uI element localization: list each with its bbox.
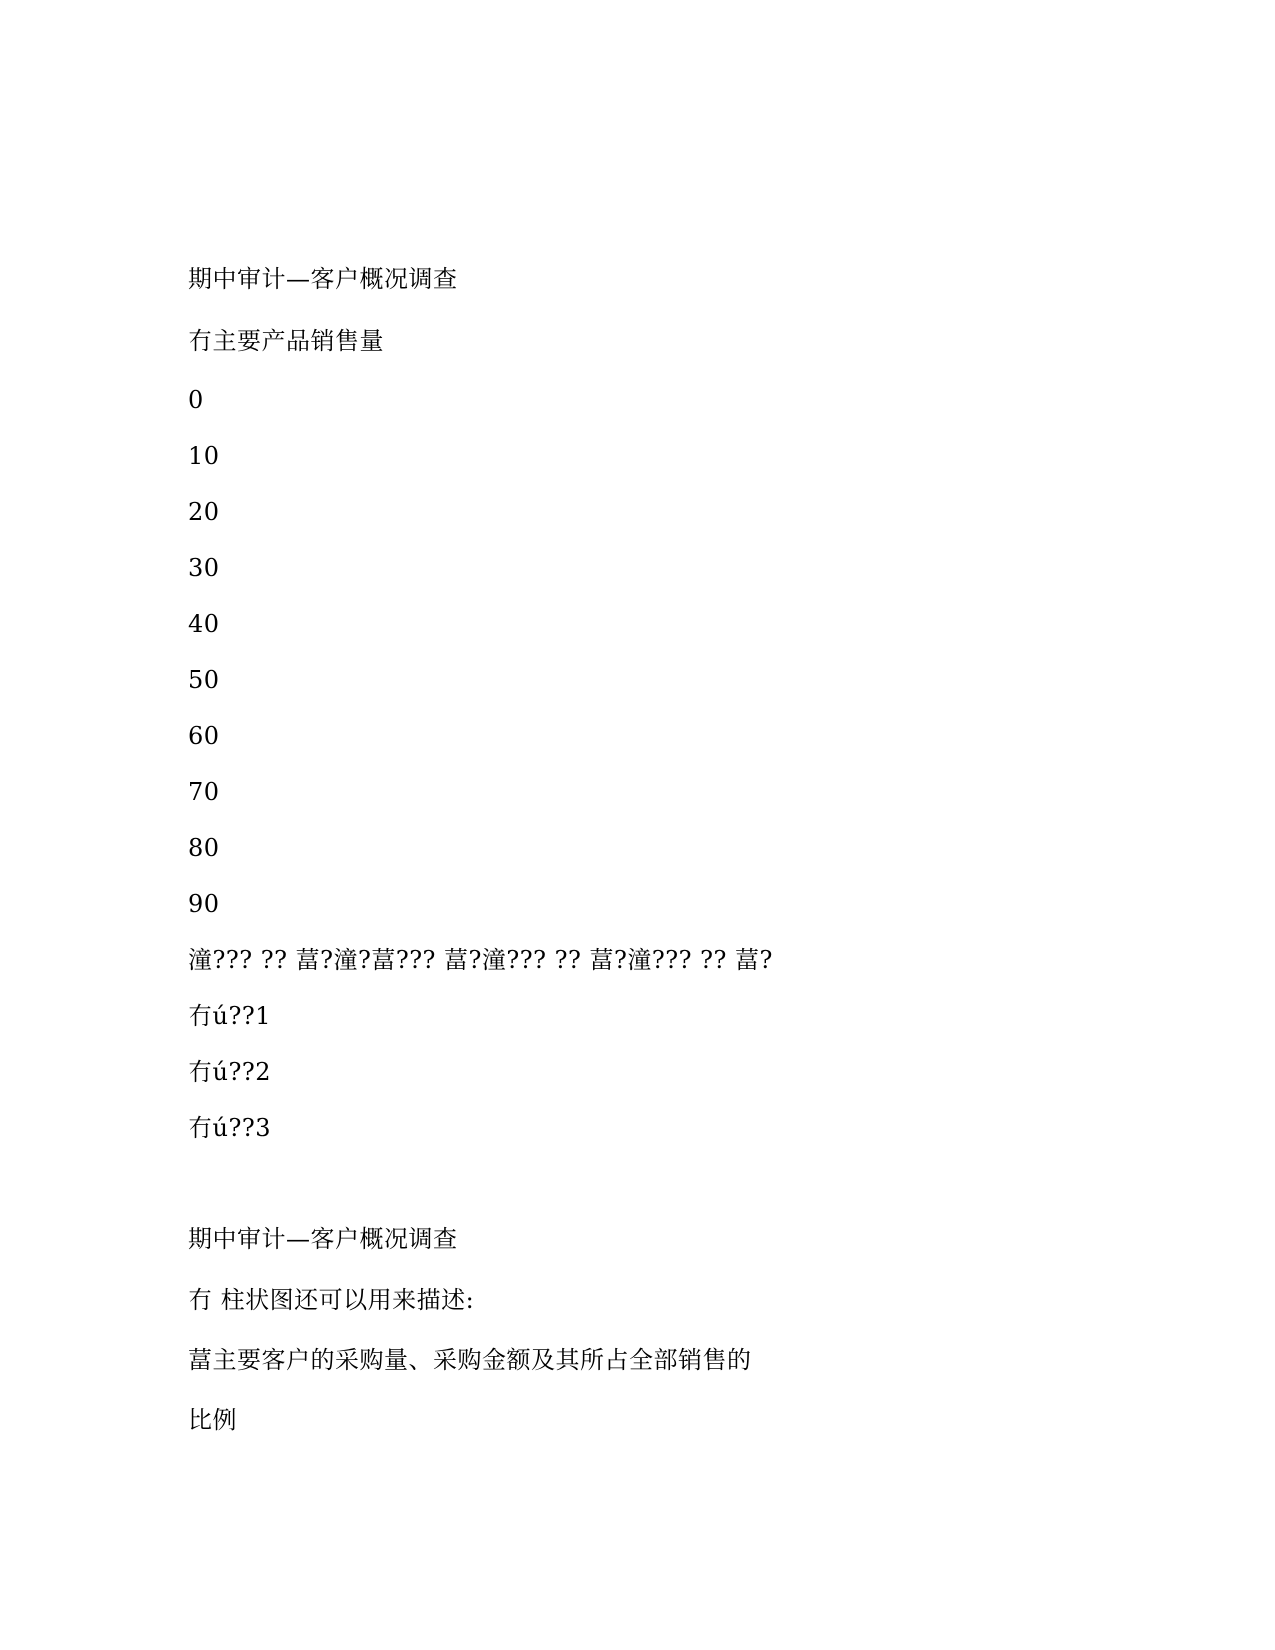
axis-tick: 10 <box>188 442 220 470</box>
axis-tick: 90 <box>188 890 220 918</box>
legend-item: 冇ú??2 <box>188 1058 271 1086</box>
slide1-title: 期中审计—客户概况调查 <box>188 265 458 293</box>
slide2-title: 期中审计—客户概况调查 <box>188 1225 458 1253</box>
axis-tick: 50 <box>188 666 220 694</box>
axis-tick: 70 <box>188 778 220 806</box>
category-labels: 潼??? ?? 葍?潼?葍??? 葍?潼??? ?? 葍?潼??? ?? 葍? <box>188 946 773 974</box>
axis-tick: 40 <box>188 610 220 638</box>
legend-item: 冇ú??1 <box>188 1002 271 1030</box>
axis-tick: 80 <box>188 834 220 862</box>
axis-tick: 0 <box>188 386 204 414</box>
axis-tick: 30 <box>188 554 220 582</box>
bullet-text-continued: 比例 <box>188 1406 237 1434</box>
slide2-heading: 冇 柱状图还可以用来描述: <box>188 1286 475 1314</box>
bullet-text: 葍主要客户的采购量、采购金额及其所占全部销售的 <box>188 1346 752 1374</box>
axis-tick: 60 <box>188 722 220 750</box>
legend-item: 冇ú??3 <box>188 1114 271 1142</box>
slide1-subtitle: 冇主要产品销售量 <box>188 327 384 355</box>
axis-tick: 20 <box>188 498 220 526</box>
